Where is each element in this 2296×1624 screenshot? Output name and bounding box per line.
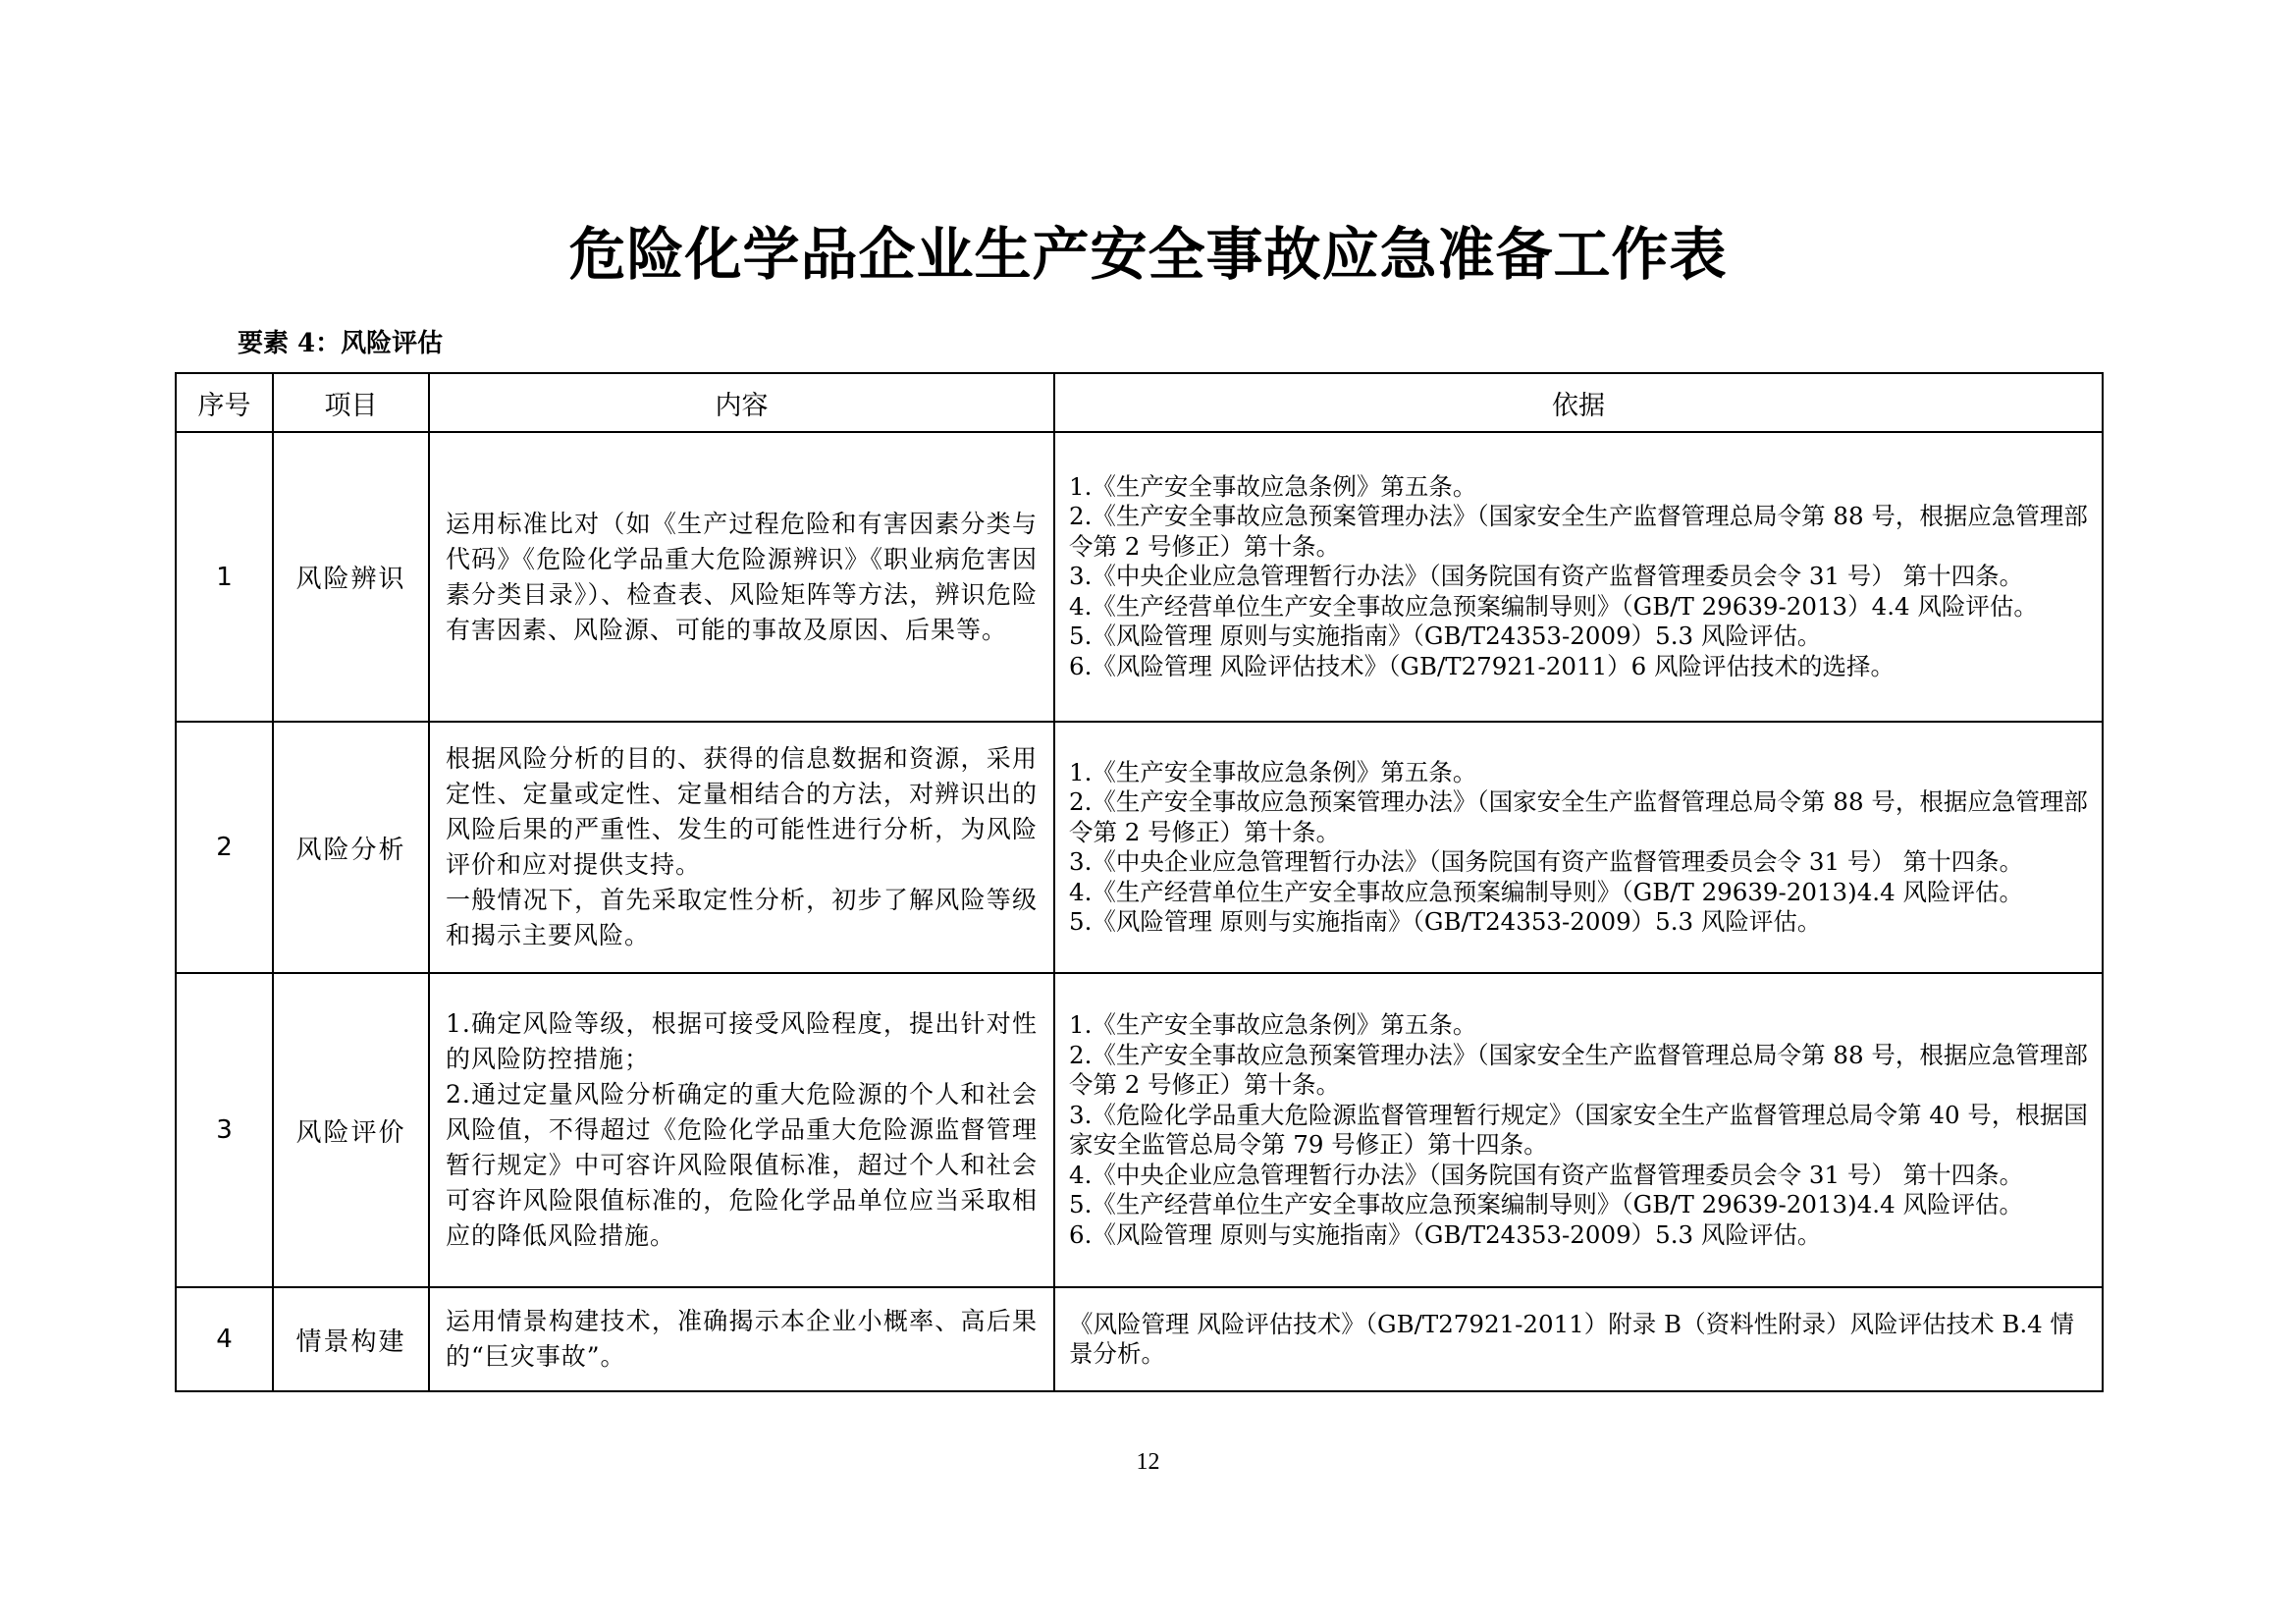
basis-entry: 3.《中央企业应急管理暂行办法》（国务院国有资产监督管理委员会令 31 号） 第十四条。	[1069, 562, 2024, 591]
page-title: 危险化学品企业生产安全事故应急准备工作表	[568, 221, 1728, 288]
row-content	[429, 1287, 1054, 1391]
row-basis	[1054, 973, 2103, 1287]
content-paragraph: 1.确定风险等级，根据可接受风险程度，提出针对性的风险防控措施；	[446, 1009, 1038, 1073]
basis-entry: 5.《风险管理 原则与实施指南》（GB/T24353-2009）5.3 风险评估。	[1069, 907, 1822, 936]
table-row	[176, 1287, 2103, 1391]
content-paragraph: 一般情况下，首先采取定性分析，初步了解风险等级和揭示主要风险。	[446, 886, 1038, 949]
basis-entry: 3.《危险化学品重大危险源监督管理暂行规定》（国家安全生产监督管理总局令第 40 号，根据国家安全监管总局令第 79 号修正）第十四条。	[1069, 1100, 2088, 1159]
basis-entry: 1.《生产安全事故应急条例》第五条。	[1069, 1010, 1477, 1039]
basis-entry: 4.《中央企业应急管理暂行办法》（国务院国有资产监督管理委员会令 31 号） 第十四条。	[1069, 1160, 2024, 1189]
table-row	[176, 973, 2103, 1287]
header-seq: 序号	[176, 373, 273, 432]
row-seq: 3	[176, 973, 273, 1287]
row-seq: 1	[176, 432, 273, 722]
row-seq: 2	[176, 722, 273, 973]
basis-entry: 2.《生产安全事故应急预案管理办法》（国家安全生产监督管理总局令第 88 号，根据应急管理部令第 2 号修正）第十条。	[1069, 787, 2088, 846]
basis-entry: 5.《风险管理 原则与实施指南》（GB/T24353-2009）5.3 风险评估。	[1069, 622, 1822, 651]
row-seq: 4	[176, 1287, 273, 1391]
table-row	[176, 432, 2103, 722]
header-content: 内容	[429, 373, 1054, 432]
row-content	[429, 973, 1054, 1287]
row-item: 风险评价	[273, 973, 429, 1287]
row-item: 风险分析	[273, 722, 429, 973]
header-item: 项目	[273, 373, 429, 432]
row-content	[429, 432, 1054, 722]
section-label: 要素 4：风险评估	[238, 329, 444, 358]
row-item: 风险辨识	[273, 432, 429, 722]
row-content	[429, 722, 1054, 973]
basis-entry: 2.《生产安全事故应急预案管理办法》（国家安全生产监督管理总局令第 88 号，根据应急管理部令第 2 号修正）第十条。	[1069, 502, 2088, 561]
assessment-table	[175, 372, 2104, 1392]
basis-entry: 6.《风险管理 原则与实施指南》（GB/T24353-2009）5.3 风险评估。	[1069, 1219, 1822, 1249]
content-paragraph: 运用标准比对（如《生产过程危险和有害因素分类与代码》《危险化学品重大危险源辨识》《职业病危害因素分类目录》）、检查表、风险矩阵等方法，辨识危险有害因素、风险源、可能的事故及原因、后果等。	[446, 509, 1038, 644]
basis-entry: 4.《生产经营单位生产安全事故应急预案编制导则》（GB/T 29639-2013）4.4 风险评估。	[1069, 591, 2038, 621]
basis-entry: 《风险管理 风险评估技术》（GB/T27921-2011）附录 B（资料性附录）风险评估技术 B.4 情景分析。	[1069, 1309, 2075, 1368]
page-number: 12	[1136, 1449, 1160, 1475]
content-paragraph: 2.通过定量风险分析确定的重大危险源的个人和社会风险值，不得超过《危险化学品重大危险源监督管理暂行规定》中可容许风险限值标准，超过个人和社会可容许风险限值标准的，危险化学品单位应当采取相应的降低风险措施。	[446, 1080, 1038, 1250]
table-row	[176, 722, 2103, 973]
row-basis	[1054, 1287, 2103, 1391]
header-basis: 依据	[1054, 373, 2103, 432]
basis-entry: 2.《生产安全事故应急预案管理办法》（国家安全生产监督管理总局令第 88 号，根据应急管理部令第 2 号修正）第十条。	[1069, 1040, 2088, 1099]
row-item: 情景构建	[273, 1287, 429, 1391]
content-paragraph: 根据风险分析的目的、获得的信息数据和资源，采用定性、定量或定性、定量相结合的方法，对辨识出的风险后果的严重性、发生的可能性进行分析，为风险评价和应对提供支持。	[446, 744, 1038, 879]
row-basis	[1054, 722, 2103, 973]
row-basis	[1054, 432, 2103, 722]
basis-entry: 1.《生产安全事故应急条例》第五条。	[1069, 757, 1477, 786]
basis-entry: 6.《风险管理 风险评估技术》（GB/T27921-2011）6 风险评估技术的选择。	[1069, 651, 1896, 680]
content-paragraph: 运用情景构建技术，准确揭示本企业小概率、高后果的“巨灾事故”。	[446, 1307, 1038, 1371]
basis-entry: 4.《生产经营单位生产安全事故应急预案编制导则》（GB/T 29639-2013)4.4 风险评估。	[1069, 877, 2023, 906]
basis-entry: 1.《生产安全事故应急条例》第五条。	[1069, 471, 1477, 501]
table-header-row	[176, 373, 2103, 432]
basis-entry: 3.《中央企业应急管理暂行办法》（国务院国有资产监督管理委员会令 31 号） 第十四条。	[1069, 847, 2024, 876]
basis-entry: 5.《生产经营单位生产安全事故应急预案编制导则》（GB/T 29639-2013)4.4 风险评估。	[1069, 1190, 2023, 1218]
